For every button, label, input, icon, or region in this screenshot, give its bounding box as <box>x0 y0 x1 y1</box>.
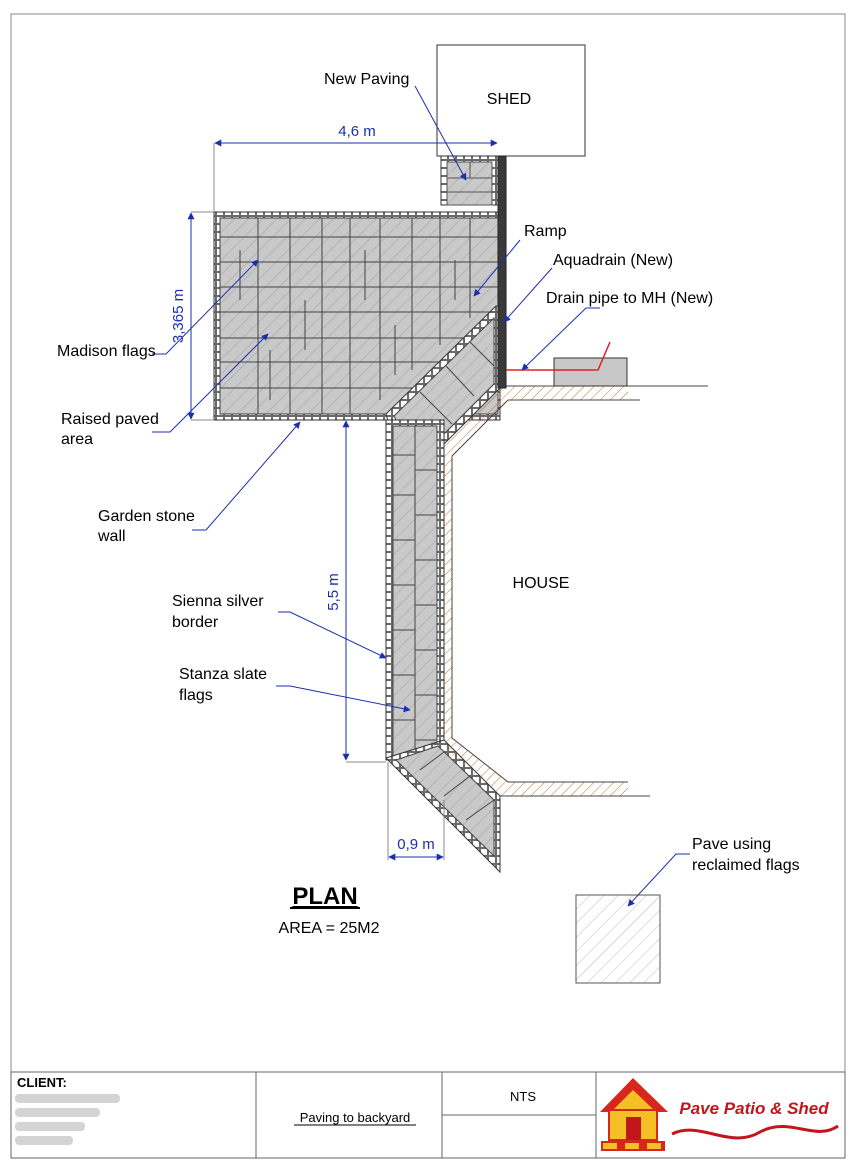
new-paving-block <box>441 156 498 205</box>
manhole <box>554 358 627 386</box>
dimension-path-length-label: 5,5 m <box>325 573 342 611</box>
label-raised-paved-line1: Raised paved <box>61 411 159 428</box>
label-stanza-line1: Stanza slate <box>179 666 268 683</box>
label-raised-paved-line2: area <box>61 431 94 448</box>
label-madison-flags: Madison flags <box>57 343 156 360</box>
dimension-path-width-label: 0,9 m <box>397 836 435 853</box>
vertical-path <box>386 420 444 760</box>
label-garden-stone-line1: Garden stone <box>98 508 195 525</box>
label-reclaimed-line2: reclaimed flags <box>692 857 800 874</box>
shed-label: SHED <box>486 91 532 108</box>
label-sienna-line1: Sienna silver <box>172 593 264 610</box>
plan-title: PLAN <box>292 883 358 910</box>
scale-label: NTS <box>510 1089 536 1104</box>
house-label: HOUSE <box>512 575 570 592</box>
plan-area: AREA = 25M2 <box>278 920 380 937</box>
client-label: CLIENT: <box>17 1075 67 1090</box>
label-reclaimed-line1: Pave using <box>692 836 772 853</box>
label-aquadrain: Aquadrain (New) <box>553 252 674 269</box>
dimension-height-label: 3,365 m <box>170 288 187 344</box>
label-drain-pipe: Drain pipe to MH (New) <box>546 290 714 307</box>
aquadrain-strip <box>498 156 506 388</box>
label-new-paving: New Paving <box>324 71 410 88</box>
reclaimed-flags-square <box>576 895 660 983</box>
label-garden-stone-line2: wall <box>98 528 126 545</box>
label-sienna-line2: border <box>172 614 219 631</box>
logo-text: Pave Patio & Shed <box>679 1099 829 1118</box>
label-ramp: Ramp <box>524 223 567 240</box>
house-wall <box>444 386 708 796</box>
project-title: Paving to backyard <box>299 1110 411 1125</box>
label-stanza-line2: flags <box>179 687 213 704</box>
dimension-width-label: 4,6 m <box>338 123 376 140</box>
